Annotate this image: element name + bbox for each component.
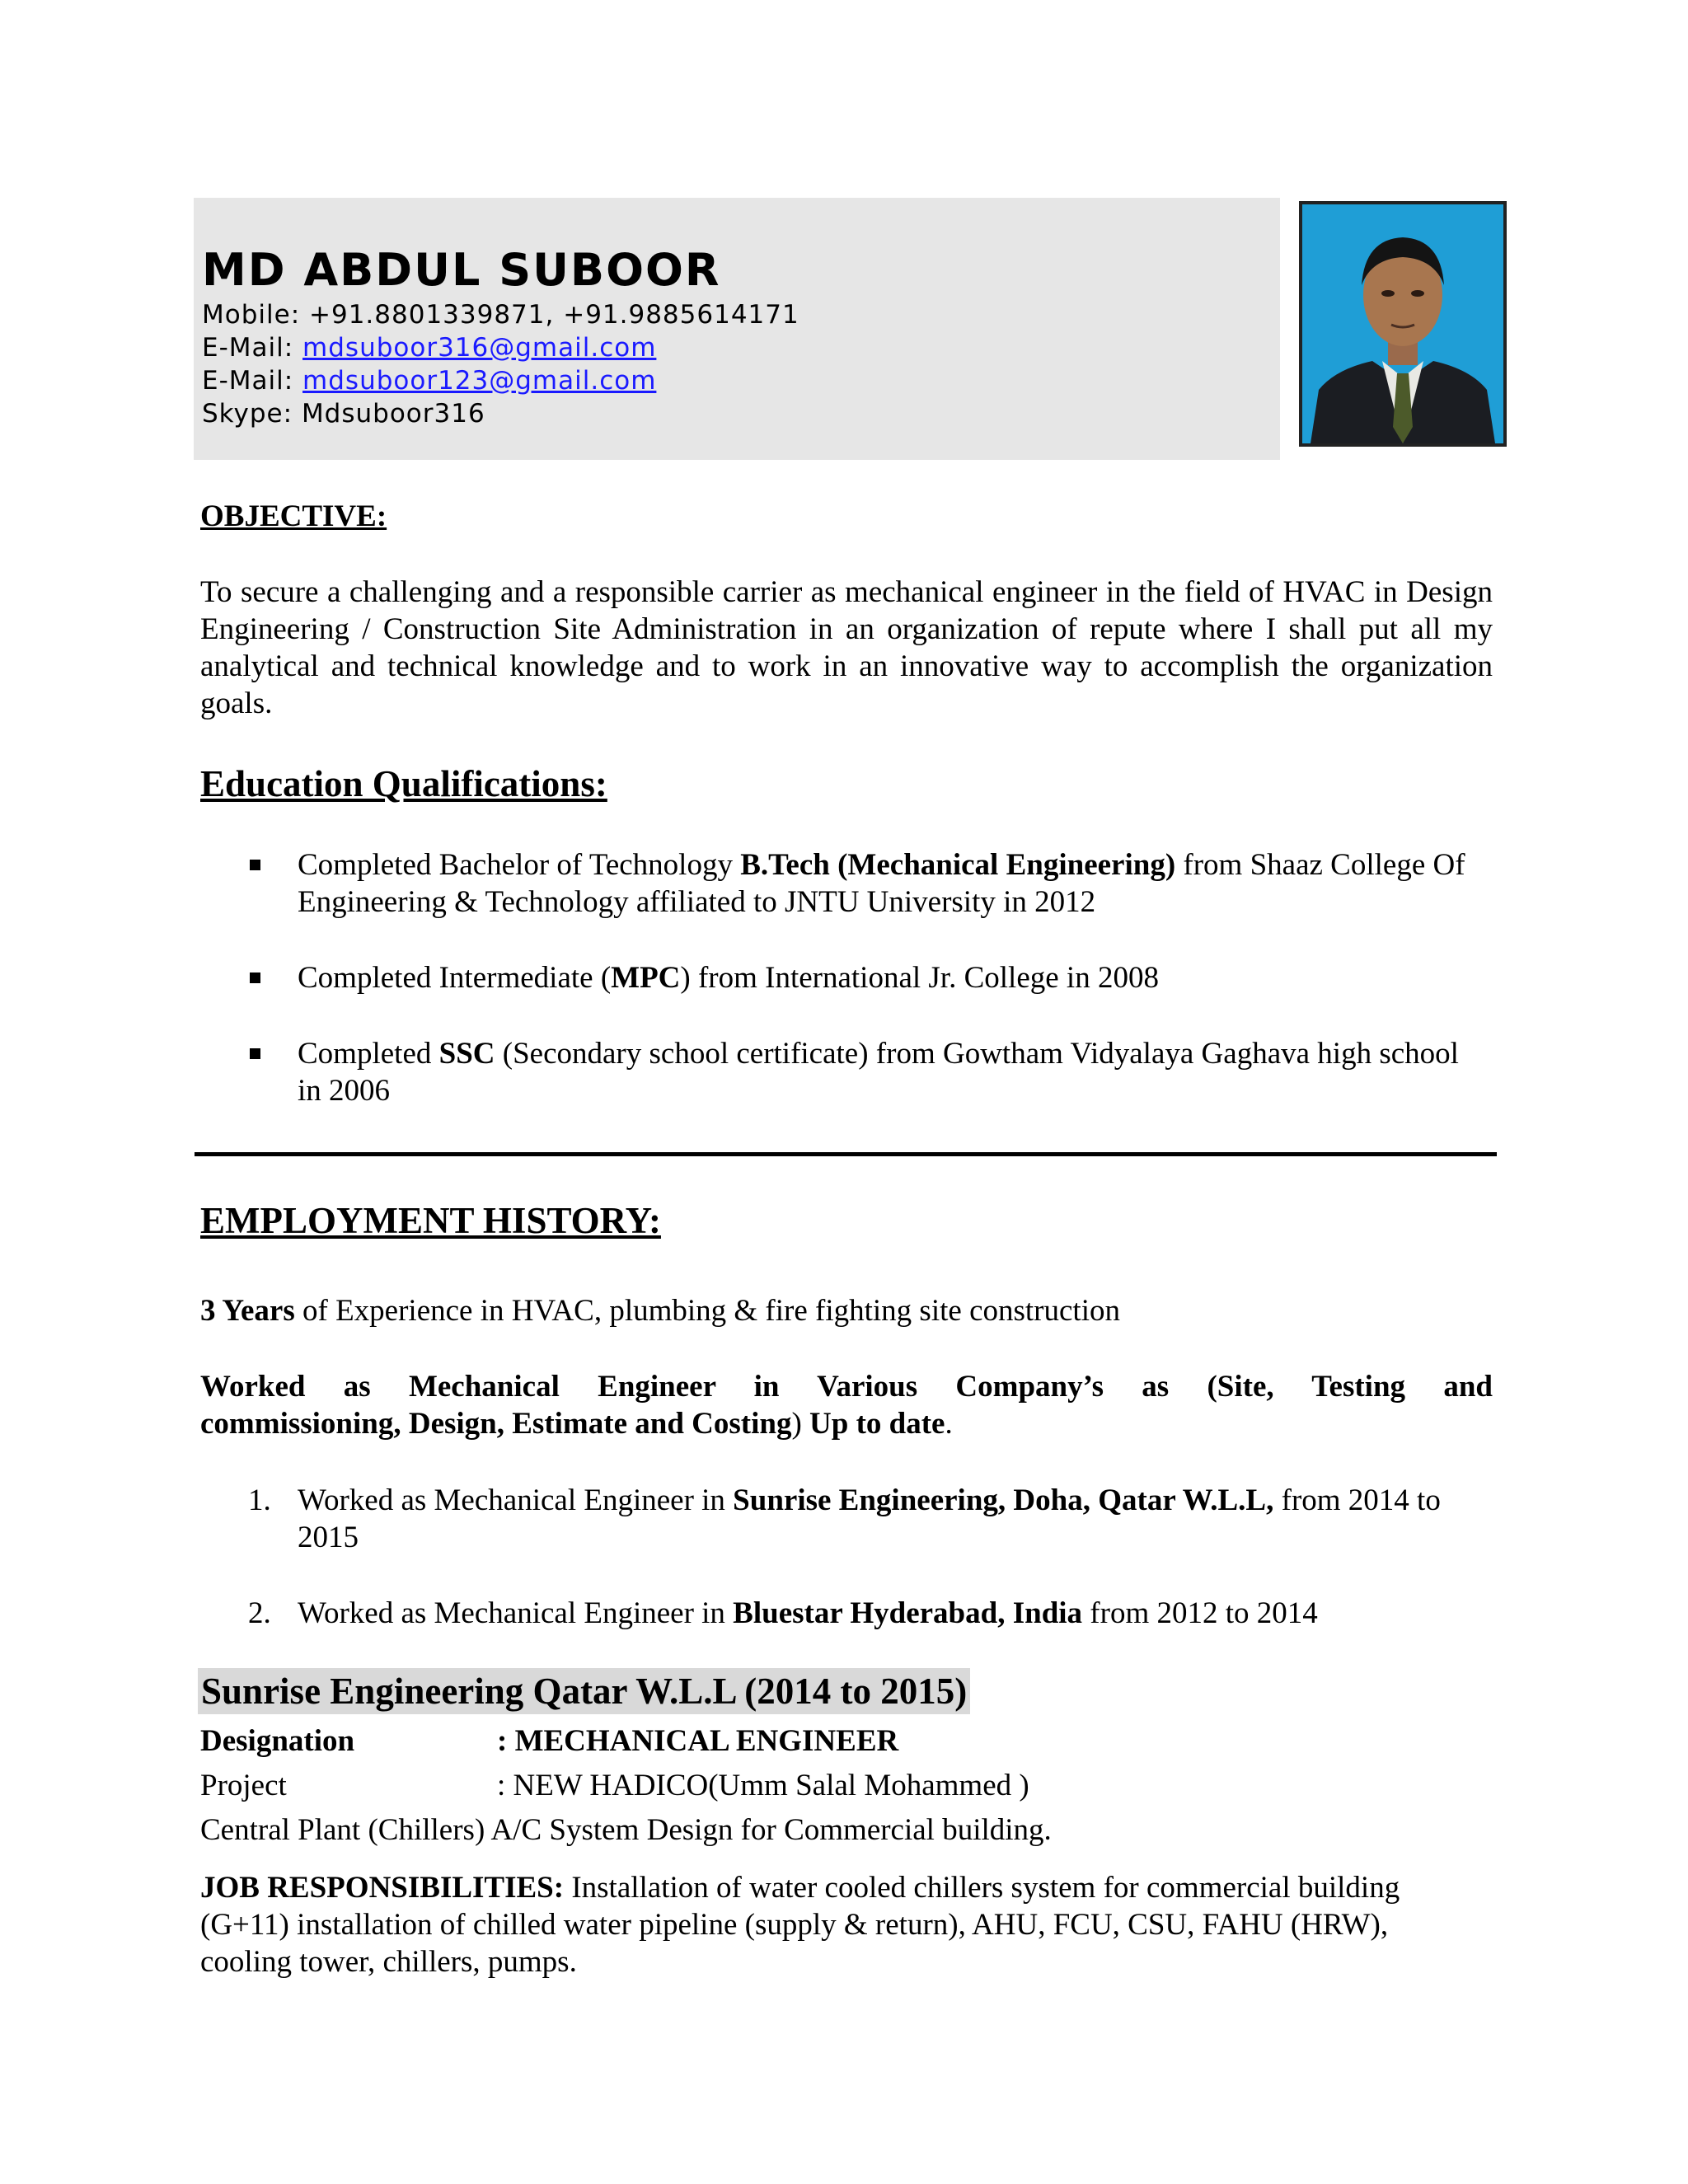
mobile-value: +91.8801339871, +91.9885614171 — [309, 300, 799, 330]
designation-row — [200, 1722, 899, 1760]
profile-photo — [1299, 201, 1507, 447]
mobile-line — [202, 298, 799, 331]
company-heading: Sunrise Engineering Qatar W.L.L (2014 to 2015) — [198, 1668, 970, 1714]
email-line-1 — [202, 331, 799, 364]
email-label: E-Mail: — [202, 366, 294, 396]
education-item: Completed Bachelor of Technology B.Tech (Mechanical Engineering) from Shaaz College Of Engineering & Technology affiliated to JNTU University in 2012 — [200, 846, 1486, 921]
contact-block — [202, 298, 799, 430]
email-link-1[interactable]: mdsuboor316@gmail.com — [302, 333, 657, 363]
responsibilities-label: JOB RESPONSIBILITIES: — [200, 1871, 565, 1905]
skype-value: Mdsuboor316 — [301, 399, 485, 429]
job-item: 2. Worked as Mechanical Engineer in Bluestar Hyderabad, India from 2012 to 2014 — [248, 1596, 1318, 1630]
work-summary-line-1: Worked as Mechanical Engineer in Various Company’s as (Site, Testing and — [200, 1370, 1493, 1404]
skype-line — [202, 397, 799, 430]
skype-label: Skype: — [202, 399, 293, 429]
project-row — [200, 1767, 1029, 1804]
job-number: 2. — [248, 1596, 271, 1630]
section-divider — [195, 1152, 1497, 1156]
job-number: 1. — [248, 1483, 271, 1517]
mobile-label: Mobile: — [202, 300, 301, 330]
work-summary: Worked as Mechanical Engineer in Various Company’s as (Site, Testing and commissioning, Design, Estimate and Costing) Up to date. — [200, 1370, 1493, 1441]
bullet-icon — [250, 860, 260, 870]
project-value: : NEW HADICO(Umm Salal Mohammed ) — [497, 1769, 1029, 1802]
designation-value: : MECHANICAL ENGINEER — [497, 1724, 899, 1758]
candidate-name: MD ABDUL SUBOOR — [202, 244, 721, 296]
email-link-2[interactable]: mdsuboor123@gmail.com — [302, 366, 657, 396]
objective-heading: OBJECTIVE: — [200, 499, 387, 533]
designation-label: Designation — [200, 1724, 355, 1758]
email-line-2 — [202, 364, 799, 397]
bullet-icon — [250, 1048, 260, 1059]
job-item: 1. Worked as Mechanical Engineer in Sunrise Engineering, Doha, Qatar W.L.L, from 2014 to 2015 — [248, 1483, 1441, 1554]
bullet-icon — [250, 972, 260, 983]
email-label: E-Mail: — [202, 333, 294, 363]
project-label: Project — [200, 1769, 287, 1802]
education-heading: Education Qualifications: — [200, 763, 607, 804]
plant-line: Central Plant (Chillers) A/C System Design for Commercial building. — [200, 1813, 1052, 1847]
job-responsibilities — [200, 1869, 1412, 1980]
employment-heading: EMPLOYMENT HISTORY: — [200, 1200, 661, 1241]
experience-summary: 3 Years of Experience in HVAC, plumbing & fire fighting site construction — [200, 1294, 1120, 1328]
education-item: Completed Intermediate (MPC) from International Jr. College in 2008 — [200, 959, 1486, 996]
education-item: Completed SSC (Secondary school certificate) from Gowtham Vidyalaya Gaghava high school in 2006 — [200, 1035, 1486, 1109]
objective-text: To secure a challenging and a responsible carrier as mechanical engineer in the field of HVAC in Design Engineering / Construction Site Administration in an organization of repute where I shall put all my analytical and technical knowledge and to work in an innovative way to accomplish the organization goals. — [200, 575, 1493, 720]
responsibilities-text: Installation of water cooled chillers system for commercial building (G+11) installation of chilled water pipeline (supply & return), AHU, FCU, CSU, FAHU (HRW), cooling tower, chillers, pumps. — [200, 1871, 1400, 1979]
portrait-image — [1302, 204, 1503, 443]
